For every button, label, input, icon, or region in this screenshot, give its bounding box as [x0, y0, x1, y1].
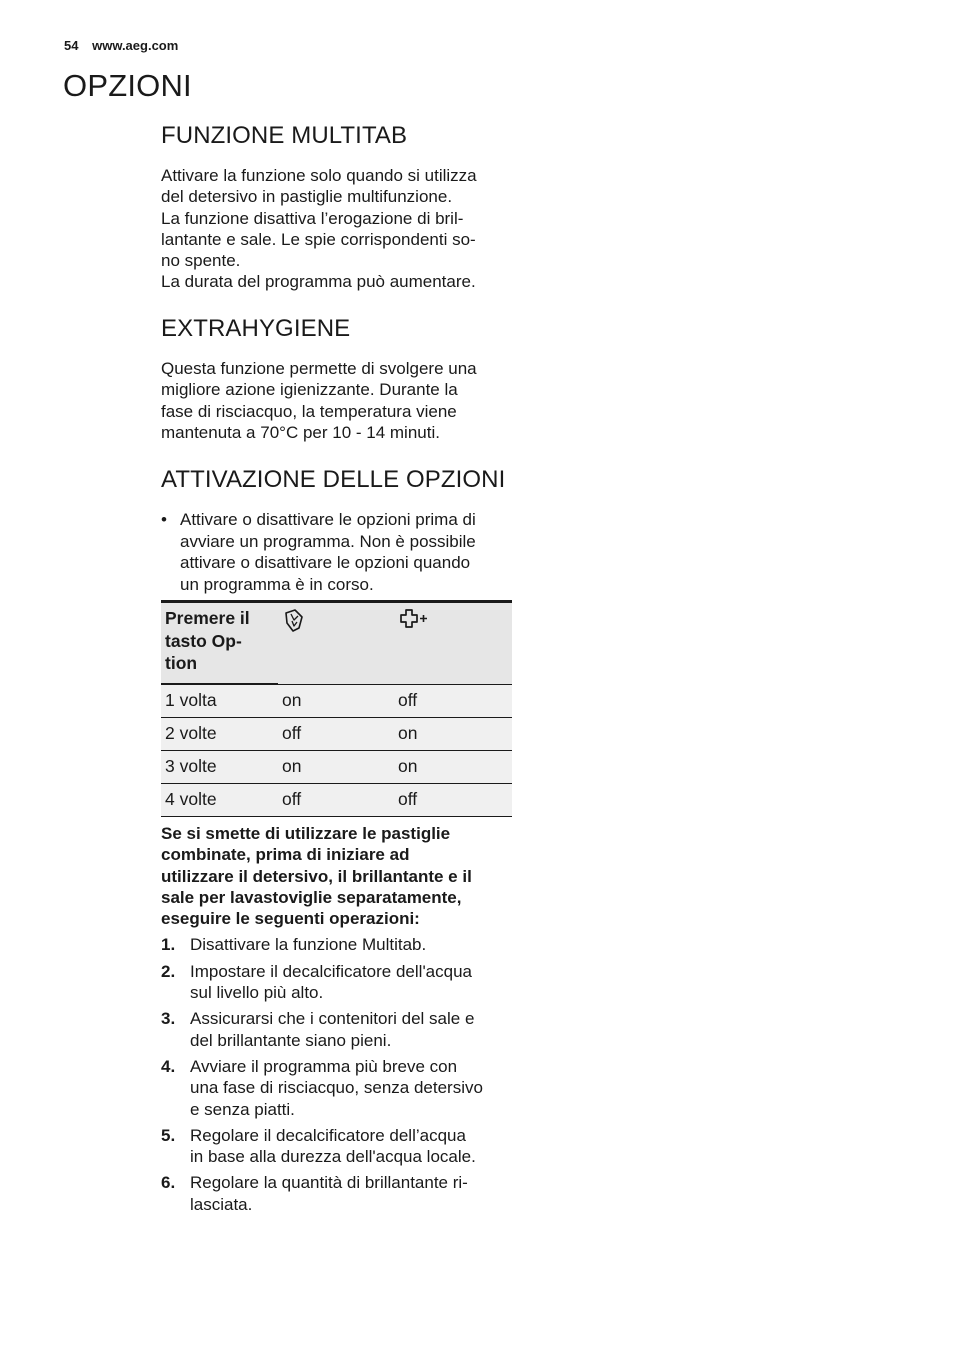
row-multitab-state: on	[282, 756, 302, 776]
row-press-count: 1 volta	[165, 690, 217, 710]
step-number: 3.	[161, 1009, 176, 1029]
list-item	[161, 1056, 513, 1120]
text-line: attivare o disattivare le opzioni quando	[180, 553, 471, 572]
text-line: Impostare il decalcificatore dell'acqua	[190, 961, 473, 981]
header-label	[161, 602, 278, 685]
steps-list	[161, 934, 513, 1215]
list-item	[161, 934, 513, 955]
text-line: Assicurarsi che i contenitori del sale e	[190, 1009, 475, 1029]
step-number: 2.	[161, 961, 176, 981]
row-extrahygiene-state: off	[398, 789, 418, 809]
website-link[interactable]: www.aeg.com	[92, 38, 179, 53]
section-multitab	[161, 122, 513, 293]
row-multitab-state: off	[282, 789, 302, 809]
header-multitab	[278, 602, 394, 685]
page-number: 54	[64, 38, 79, 53]
text-line: tasto Op-	[165, 630, 242, 651]
text-line: una fase di risciacquo, senza detersivo	[190, 1078, 483, 1098]
text-line: Se si smette di utilizzare le pastiglie	[161, 824, 451, 843]
step-text	[190, 1172, 468, 1215]
text-line: migliore azione igienizzante. Durante la	[161, 380, 458, 400]
text-line: del detersivo in pastiglie multifunzione.	[161, 187, 453, 207]
text-line: Premere il	[165, 608, 250, 628]
text-line: Regolare la quantità di brillantante ri-	[190, 1173, 468, 1193]
text-line: Attivare o disattivare le opzioni prima di	[180, 510, 476, 529]
options-table	[161, 600, 512, 817]
step-number: 1.	[161, 935, 176, 955]
row-extrahygiene-state: off	[398, 689, 418, 710]
row-press-count: 3 volte	[165, 756, 217, 776]
list-item	[161, 961, 513, 1004]
text-line: Regolare il decalcificatore dell’acqua	[190, 1125, 466, 1145]
extrahygiene-paragraph	[161, 358, 513, 443]
step-text	[190, 1056, 483, 1120]
page-title: OPZIONI	[63, 68, 192, 103]
text-line: mantenuta a 70°C per 10 - 14 minuti.	[161, 422, 440, 442]
text-line: sul livello più alto.	[190, 983, 324, 1003]
row-multitab-state: off	[282, 723, 302, 743]
text-line: lantante e sale. Le spie corrispondenti so-	[161, 229, 476, 249]
extrahygiene-plus-icon	[398, 607, 508, 633]
table-row	[161, 684, 512, 718]
text-line: in base alla durezza dell'acqua locale.	[190, 1147, 476, 1167]
table-header-row	[161, 602, 512, 685]
text-line: Attivare la funzione solo quando si utilizza	[161, 166, 477, 185]
step-number: 5.	[161, 1125, 176, 1145]
step-number: 4.	[161, 1056, 176, 1076]
bullet-symbol: •	[161, 510, 167, 529]
multitab-tablet-icon	[282, 607, 390, 633]
table-row	[161, 751, 512, 784]
text-line: tion	[165, 653, 198, 673]
bullet-item	[161, 509, 513, 595]
text-line: lasciata.	[190, 1194, 253, 1214]
row-extrahygiene-state: on	[398, 756, 418, 776]
table-row	[161, 784, 512, 817]
row-multitab-state: on	[282, 689, 302, 710]
text-line: Questa funzione permette di svolgere una	[161, 359, 477, 378]
text-line: no spente.	[161, 251, 241, 271]
list-item	[161, 1008, 513, 1051]
multitab-paragraph	[161, 165, 513, 293]
bullet-text	[180, 509, 476, 595]
step-text	[190, 1008, 474, 1051]
section-warning	[161, 823, 513, 1220]
text-line: avviare un programma. Non è possibile	[180, 531, 476, 551]
text-line: combinate, prima di iniziare ad	[161, 845, 410, 865]
options-table-wrapper	[161, 600, 513, 817]
text-line: Avviare il programma più breve con	[190, 1056, 458, 1076]
text-line: un programma è in corso.	[180, 574, 374, 594]
step-text	[190, 934, 426, 955]
section-heading-extrahygiene: EXTRAHYGIENE	[161, 315, 351, 342]
step-number: 6.	[161, 1173, 176, 1193]
row-extrahygiene-state: on	[398, 723, 418, 743]
page-header	[64, 38, 178, 53]
text-line: Disattivare la funzione Multitab.	[190, 935, 427, 955]
table-row	[161, 718, 512, 751]
step-text	[190, 961, 472, 1004]
text-line: fase di risciacquo, la temperatura viene	[161, 401, 457, 421]
list-item	[161, 1172, 513, 1215]
section-activation	[161, 466, 513, 595]
section-heading-multitab: FUNZIONE MULTITAB	[161, 122, 408, 149]
text-line: del brillantante siano pieni.	[190, 1030, 392, 1050]
text-line: La funzione disattiva l’erogazione di bril-	[161, 208, 464, 228]
step-text	[190, 1125, 476, 1168]
section-extrahygiene	[161, 315, 513, 443]
list-item	[161, 1125, 513, 1168]
row-press-count: 2 volte	[165, 723, 217, 743]
text-line: e senza piatti.	[190, 1099, 295, 1119]
warning-paragraph	[161, 823, 513, 929]
text-line: eseguire le seguenti operazioni:	[161, 909, 420, 929]
text-line: La durata del programma può aumentare.	[161, 272, 476, 292]
section-heading-activation: ATTIVAZIONE DELLE OPZIONI	[161, 466, 506, 493]
row-press-count: 4 volte	[165, 789, 217, 809]
text-line: sale per lavastoviglie separatamente,	[161, 887, 462, 907]
text-line: utilizzare il detersivo, il brillantante e il	[161, 866, 472, 886]
header-extrahygiene	[394, 602, 512, 685]
